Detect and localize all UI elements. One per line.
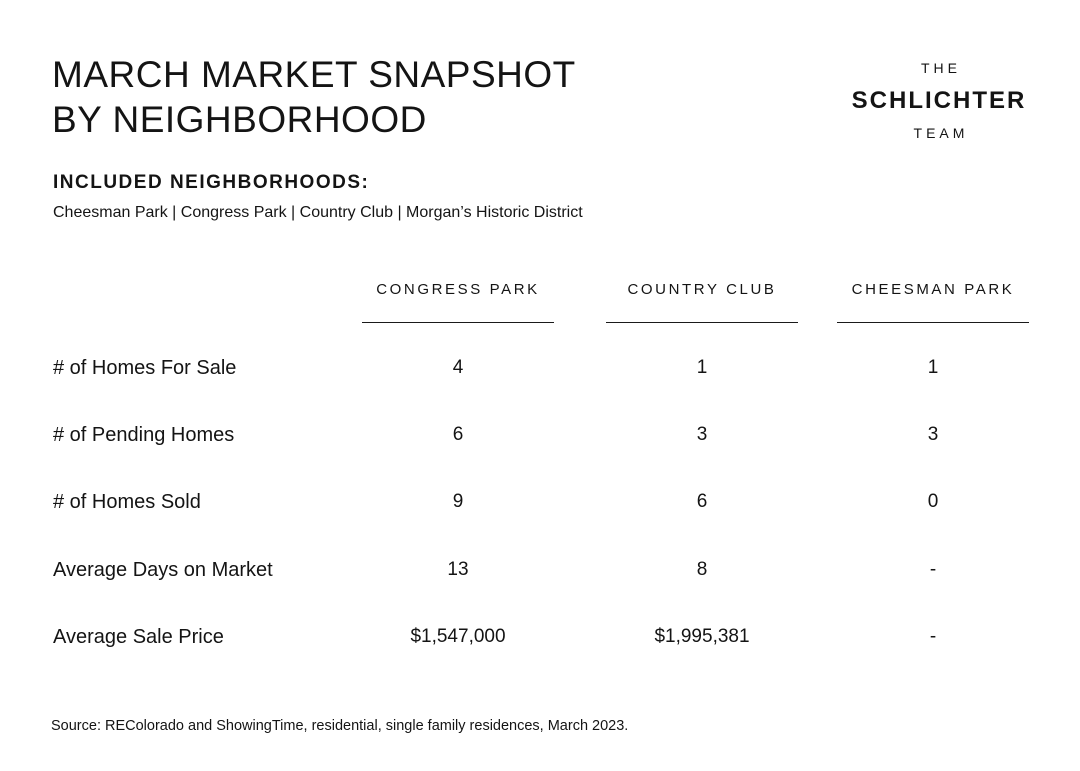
row-label: # of Pending Homes: [53, 424, 235, 446]
table-cell: 0: [927, 491, 939, 512]
table-row: [0, 555, 1080, 585]
table-cell: 9: [452, 491, 464, 512]
row-label: Average Sale Price: [53, 626, 224, 648]
table-cell: 3: [696, 424, 708, 445]
table-cell: 6: [696, 491, 708, 512]
column-divider: [606, 322, 798, 323]
title-line-1: MARCH MARKET SNAPSHOT: [52, 54, 576, 95]
row-label: # of Homes Sold: [53, 491, 201, 513]
table-row: [0, 353, 1080, 383]
included-neighborhoods-list: Cheesman Park | Congress Park | Country Club | Morgan’s Historic District: [53, 204, 583, 221]
page-title: [52, 52, 576, 142]
source-note: Source: REColorado and ShowingTime, residential, single family residences, March 2023.: [51, 718, 629, 734]
column-header-country-club: COUNTRY CLUB: [627, 281, 777, 298]
column-header-cheesman-park: CHEESMAN PARK: [851, 281, 1015, 298]
table-row: [0, 622, 1080, 652]
table-row: [0, 487, 1080, 517]
table-cell: 3: [927, 424, 939, 445]
table-cell: -: [929, 626, 937, 647]
table-cell: 8: [696, 559, 708, 580]
column-divider: [837, 322, 1029, 323]
table-cell: 1: [927, 357, 939, 378]
table-cell: 13: [447, 559, 469, 580]
row-label: # of Homes For Sale: [53, 357, 237, 379]
table-cell: $1,547,000: [410, 626, 506, 647]
logo-name: SCHLICHTER: [851, 87, 1027, 114]
column-header-congress-park: CONGRESS PARK: [376, 281, 540, 298]
logo-team: TEAM: [913, 125, 969, 141]
table-cell: 1: [696, 357, 708, 378]
table-cell: -: [929, 559, 937, 580]
table-cell: 6: [452, 424, 464, 445]
column-divider: [362, 322, 554, 323]
table-row: [0, 420, 1080, 450]
logo-the: THE: [921, 60, 961, 76]
row-label: Average Days on Market: [53, 559, 273, 581]
brand-logo: [838, 58, 1040, 143]
table-cell: $1,995,381: [654, 626, 750, 647]
table-cell: 4: [452, 357, 464, 378]
title-line-2: BY NEIGHBORHOOD: [52, 99, 427, 140]
included-neighborhoods-heading: INCLUDED NEIGHBORHOODS:: [53, 172, 370, 193]
